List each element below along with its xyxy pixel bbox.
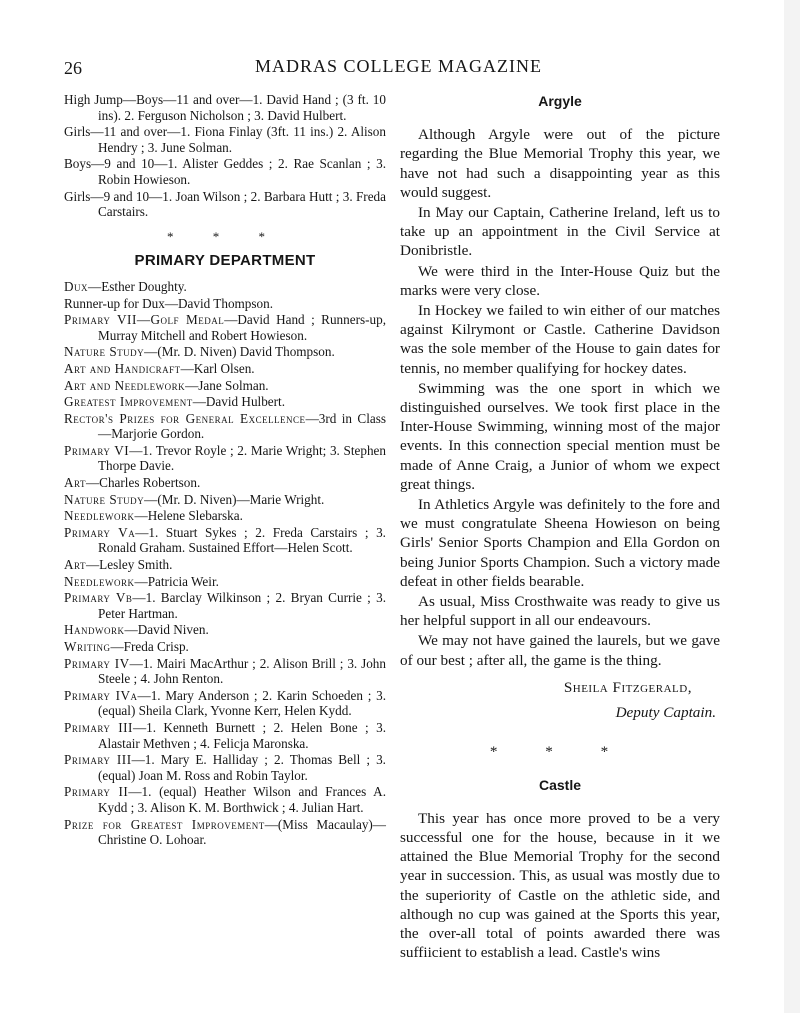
prize-category: Needlework bbox=[64, 508, 135, 524]
prize-category: Art bbox=[64, 557, 86, 573]
prize-entry bbox=[64, 752, 386, 783]
prize-winners: —Freda Crisp. bbox=[110, 639, 189, 654]
prize-entry bbox=[64, 411, 386, 442]
prize-winners: —1. Mary E. Halliday ; 2. Thomas Bell ; 3. (equal) Joan M. Ross and Robin Taylor. bbox=[98, 752, 386, 783]
argyle-paragraph: In Hockey we failed to win either of our matches against Kilrymont or Castle. Catherine Davidson was the sole member of the House to gain dates for tennis, no member qualifying for hockey dates. bbox=[400, 302, 720, 377]
right-column bbox=[400, 92, 720, 963]
prize-entry bbox=[64, 557, 386, 573]
sports-entry: Girls—11 and over—1. Fiona Finlay (3ft. 11 ins.) 2. Alison Hendry ; 3. June Solman. bbox=[64, 124, 386, 155]
prize-entry bbox=[64, 574, 386, 590]
prize-category: Primary IVa bbox=[64, 687, 138, 703]
argyle-paragraph: Swimming was the one sport in which we distinguished ourselves. We took first place in the Inter-House Swimming, winning most of the major events. In this connection special mention must be made of Anne Craig, a Junior of whom we expect great things. bbox=[400, 379, 720, 493]
sports-entry: Boys—9 and 10—1. Alister Geddes ; 2. Rae Scanlan ; 3. Robin Howieson. bbox=[64, 156, 386, 187]
prize-category: Greatest Improvement bbox=[64, 394, 193, 410]
signature-name: Sheila Fitzgerald, bbox=[563, 678, 692, 696]
argyle-paragraph: In May our Captain, Catherine Ireland, left us to take up an appointment in the Civil Service at Donibristle. bbox=[400, 204, 720, 260]
prize-winners: —1. Mary Anderson ; 2. Karin Schoeden ; 3. (equal) Sheila Clark, Yvonne Kerr, Helen Kydd. bbox=[98, 687, 386, 719]
prize-entry bbox=[64, 817, 386, 848]
signature-title: Deputy Captain. bbox=[615, 704, 716, 722]
running-header: MADRAS COLLEGE MAGAZINE bbox=[255, 56, 542, 76]
prize-category: Primary IV bbox=[64, 655, 130, 671]
prize-winners: —1. Kenneth Burnett ; 2. Helen Bone ; 3. Alastair Methven ; 4. Felicja Maronska. bbox=[98, 719, 386, 751]
prize-winners: —David Niven. bbox=[124, 622, 209, 638]
prize-entry bbox=[64, 361, 386, 377]
prize-winners: —1. Stuart Sykes ; 2. Freda Carstairs ; 3. Ronald Graham. Sustained Effort—Helen Scott. bbox=[98, 524, 386, 556]
argyle-paragraph: As usual, Miss Crosthwaite was ready to give us her helpful support in all our endeavours. bbox=[400, 593, 720, 630]
prize-category: Primary VII—Golf Medal bbox=[64, 312, 225, 328]
castle-paragraph: This year has once more proved to be a very successful one for the house, because in it we attained the Blue Memorial Trophy for the second year in succession. This, as usual was mostly due to the superiority of Castle on the athletic side, and although no cup was gained at the Sports this year, the over-all total of points awarded there was suffiicient to establish a lead. Castle's wins bbox=[400, 809, 720, 962]
prize-winners: —1. Mairi MacArthur ; 2. Alison Brill ; 3. John Steele ; 4. John Renton. bbox=[98, 655, 386, 687]
prize-category: Nature Study bbox=[64, 491, 145, 507]
prize-category: Nature Study bbox=[64, 344, 145, 360]
argyle-heading: Argyle bbox=[538, 93, 582, 109]
left-column bbox=[64, 92, 386, 849]
prize-entry bbox=[64, 443, 386, 474]
prize-winners: —Patricia Weir. bbox=[134, 573, 219, 589]
prize-entry bbox=[64, 508, 386, 524]
prize-entry bbox=[64, 622, 386, 638]
prize-entry bbox=[64, 590, 386, 621]
prize-winners: —1. (equal) Heather Wilson and Frances A. Kydd ; 3. Alison K. M. Borthwick ; 4. Julian Hart. bbox=[98, 784, 386, 815]
page-number: 26 bbox=[64, 58, 82, 78]
argyle-paragraph: We may not have gained the laurels, but we gave of our best ; after all, the game is the thing. bbox=[400, 632, 720, 669]
prize-entry bbox=[64, 784, 386, 815]
sports-results bbox=[64, 92, 386, 220]
prize-list bbox=[64, 279, 386, 848]
prize-category: Primary III bbox=[64, 719, 133, 735]
department-title: PRIMARY DEPARTMENT bbox=[134, 252, 316, 270]
section-separator: * * * bbox=[167, 228, 283, 244]
prize-entry bbox=[64, 344, 386, 360]
page-edge-shadow bbox=[784, 0, 800, 1013]
castle-heading: Castle bbox=[538, 776, 582, 793]
castle-section bbox=[400, 776, 720, 963]
prize-category: Primary II bbox=[64, 784, 129, 800]
prize-entry bbox=[64, 688, 386, 719]
prize-category: Needlework bbox=[64, 573, 135, 589]
prize-winners: —1. Trevor Royle ; 2. Marie Wright; 3. Stephen Thorpe Davie. bbox=[98, 442, 386, 474]
prize-winners: —Karl Olsen. bbox=[180, 360, 255, 376]
prize-category: Primary Va bbox=[64, 524, 136, 540]
argyle-paragraph: We were third in the Inter-House Quiz but the marks were very close. bbox=[400, 262, 720, 299]
prize-category: Dux bbox=[64, 278, 89, 294]
prize-winners: —(Miss Macaulay)—Christine O. Lohoar. bbox=[98, 816, 386, 848]
prize-category: Art bbox=[64, 475, 86, 491]
prize-winners: —(Mr. D. Niven)—Marie Wright. bbox=[144, 491, 325, 507]
prize-winners: —Jane Solman. bbox=[185, 377, 269, 393]
argyle-paragraph: In Athletics Argyle was definitely to the fore and we must congratulate Sheena Howieson on being Girls' Senior Sports Champion and Ella Gordon on being Junior Sports Champion. Such a victory made defeat in other fields bearable. bbox=[400, 496, 720, 590]
prize-entry bbox=[64, 525, 386, 556]
argyle-paragraph: Although Argyle were out of the picture regarding the Blue Memorial Trophy this year, we have not had such a disappointing year as this would suggest. bbox=[400, 126, 720, 201]
prize-category: Rector's Prizes for General Excellence bbox=[64, 410, 306, 426]
prize-winners: —David Hulbert. bbox=[192, 394, 286, 410]
prize-category: Handwork bbox=[64, 622, 125, 638]
prize-entry bbox=[64, 720, 386, 751]
sports-entry: High Jump—Boys—11 and over—1. David Hand ; (3 ft. 10 ins). 2. Ferguson Nicholson ; 3. David Hulbert. bbox=[64, 92, 386, 123]
prize-category: Writing bbox=[64, 639, 111, 654]
section-separator: * * * bbox=[489, 743, 631, 761]
prize-entry bbox=[64, 394, 386, 410]
sports-entry: Girls—9 and 10—1. Joan Wilson ; 2. Barbara Hutt ; 3. Freda Carstairs. bbox=[64, 188, 386, 220]
prize-entry bbox=[64, 279, 386, 295]
prize-winners: —Charles Robertson. bbox=[85, 475, 201, 491]
prize-winners: —(Mr. D. Niven) David Thompson. bbox=[144, 344, 335, 360]
prize-entry bbox=[64, 475, 386, 491]
prize-winners: —Lesley Smith. bbox=[85, 557, 173, 573]
prize-entry bbox=[64, 639, 386, 655]
prize-entry bbox=[64, 312, 386, 343]
prize-winners: Runner-up for Dux—David Thompson. bbox=[64, 295, 274, 311]
prize-winners: —Helene Slebarska. bbox=[134, 508, 243, 524]
prize-winners: —Esther Doughty. bbox=[88, 278, 187, 294]
argyle-section bbox=[400, 92, 720, 722]
prize-winners: —David Hand ; Runners-up, Murray Mitchell and Robert Howieson. bbox=[98, 312, 386, 343]
prize-category: Primary VI bbox=[64, 442, 130, 458]
prize-category: Art and Needlework bbox=[64, 377, 186, 393]
prize-entry bbox=[64, 296, 386, 312]
prize-winners: —1. Barclay Wilkinson ; 2. Bryan Currie ; 3. Peter Hartman. bbox=[98, 590, 386, 621]
prize-entry bbox=[64, 656, 386, 687]
prize-category: Art and Handicraft bbox=[64, 360, 181, 376]
prize-entry bbox=[64, 492, 386, 508]
prize-category: Primary Vb bbox=[64, 590, 133, 606]
prize-category: Primary III bbox=[64, 752, 132, 768]
prize-category: Prize for Greatest Improvement bbox=[64, 816, 265, 832]
prize-winners: —3rd in Class—Marjorie Gordon. bbox=[98, 410, 386, 442]
prize-entry bbox=[64, 378, 386, 394]
